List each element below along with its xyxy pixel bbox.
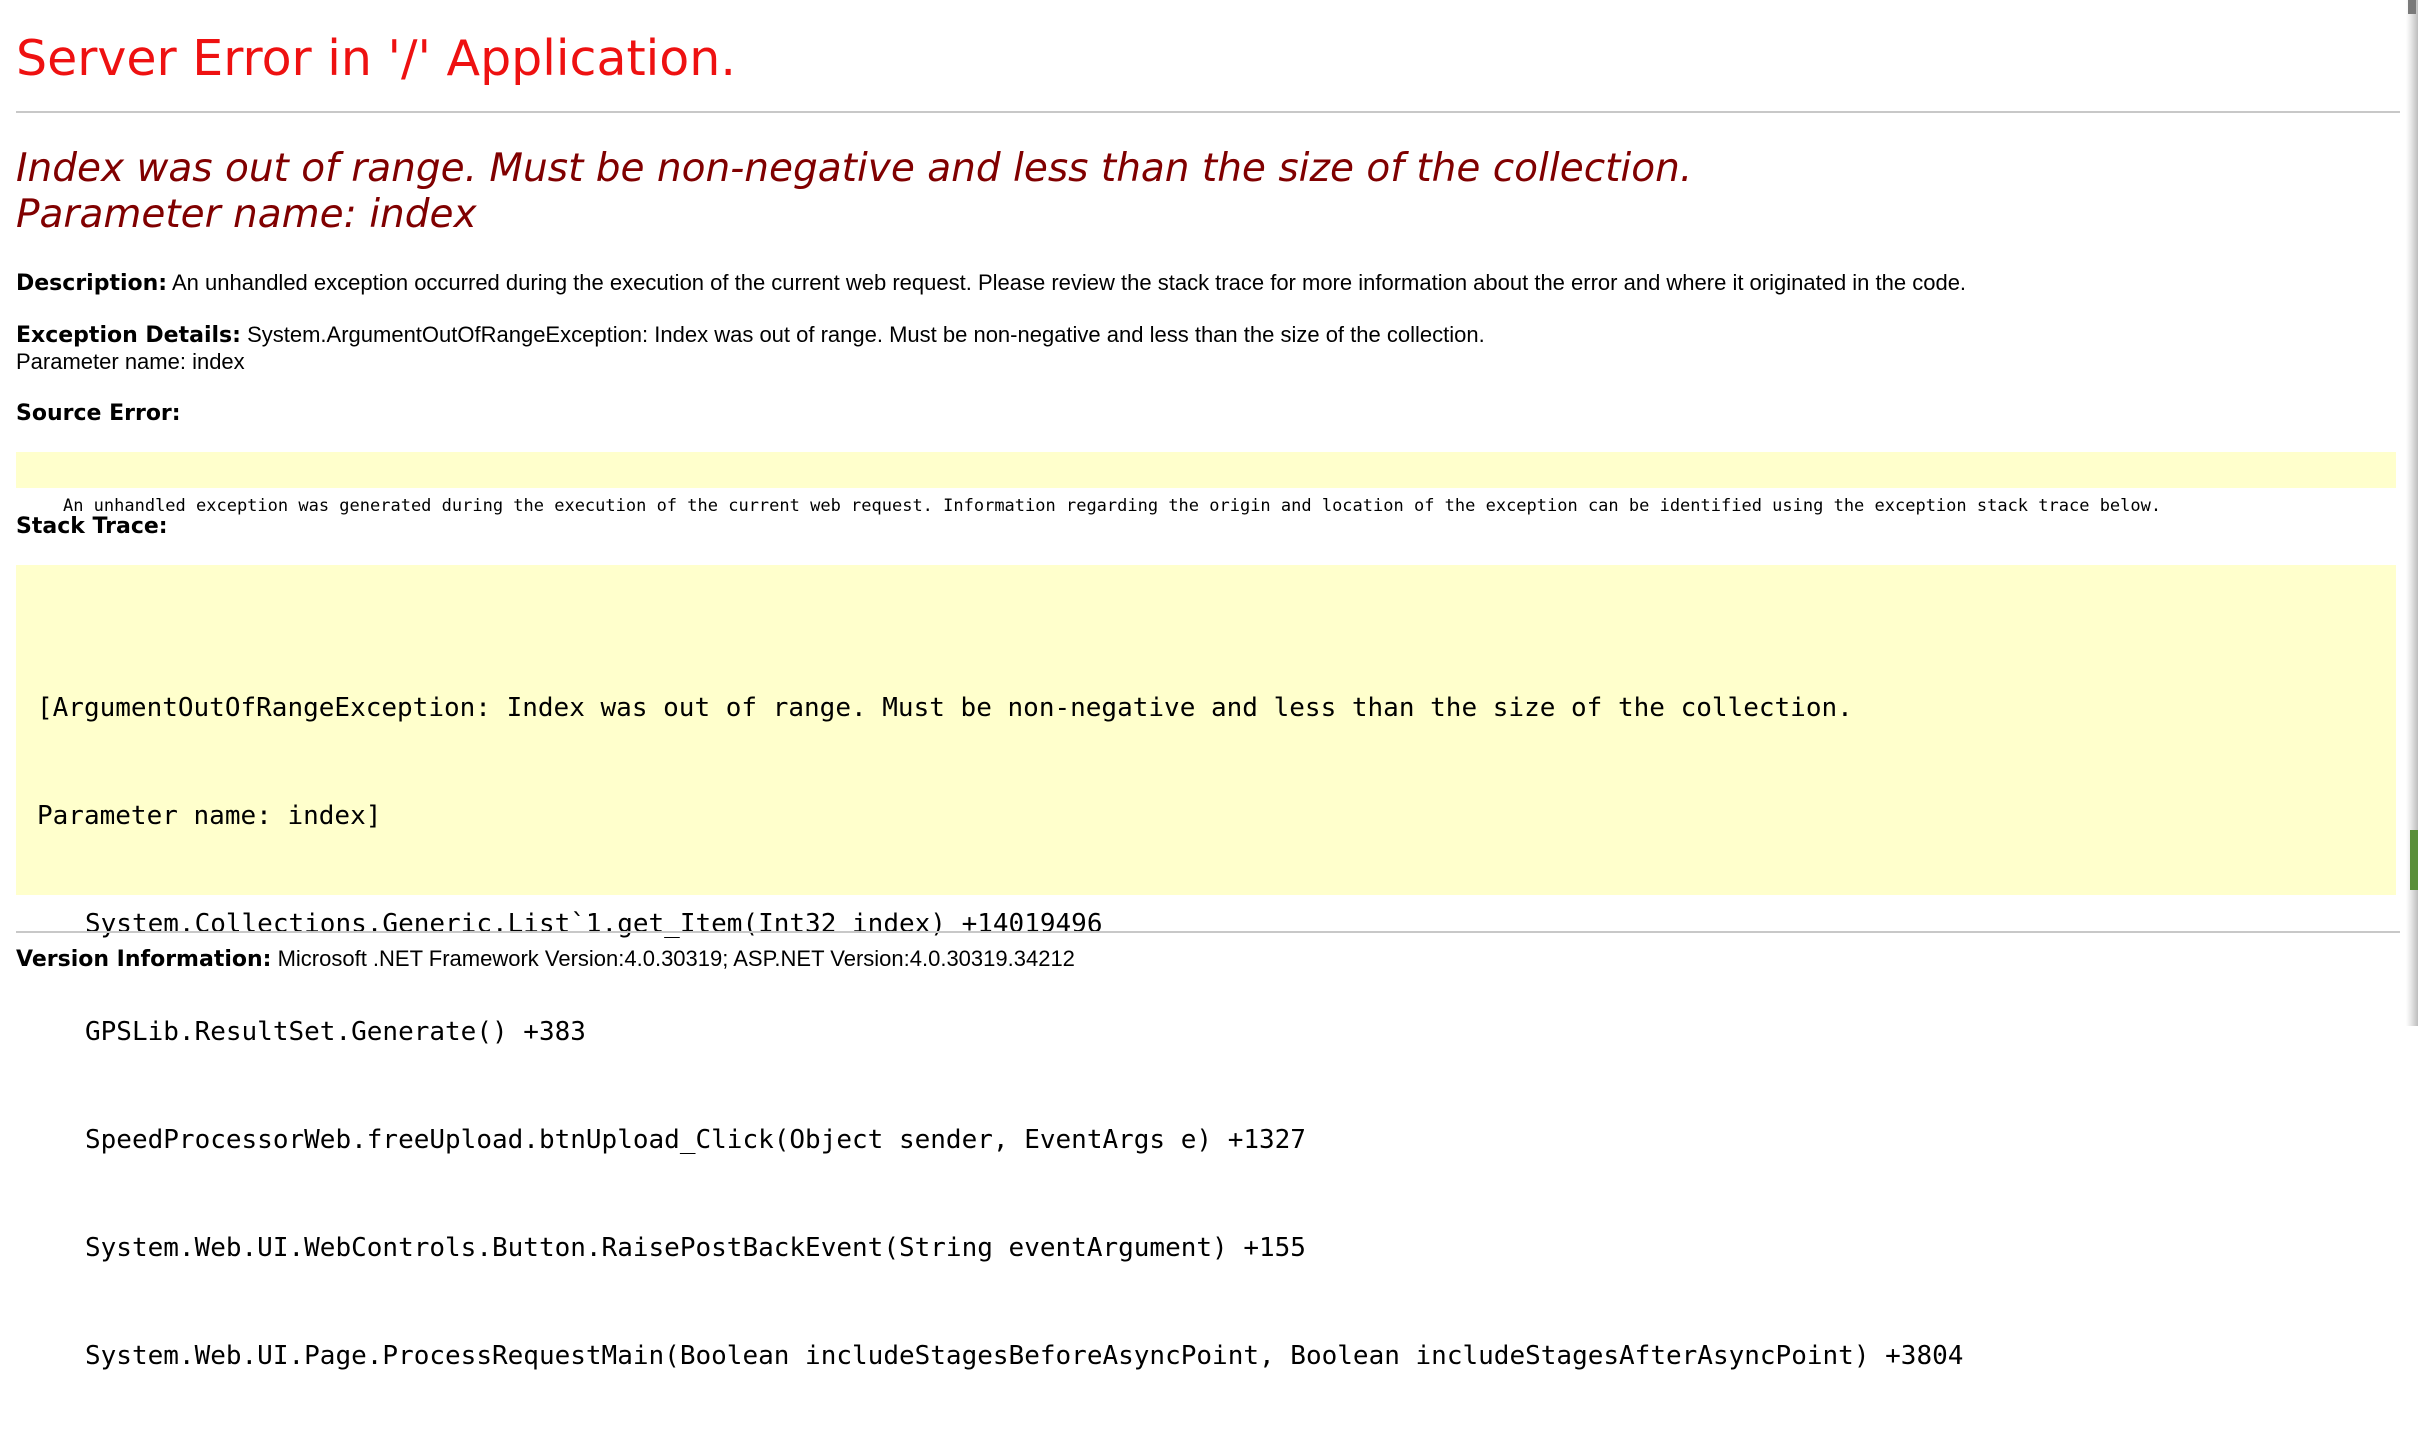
stack-trace-line: GPSLib.ResultSet.Generate() +383	[85, 1017, 586, 1047]
description-section	[16, 270, 1966, 297]
error-message	[16, 146, 1692, 238]
top-divider	[16, 111, 2400, 113]
exception-details-section	[16, 322, 1485, 375]
description-text: An unhandled exception occurred during the execution of the current web request. Please review the stack trace for more information about the error and where it originated in the code.	[172, 270, 1967, 295]
source-error-label: Source Error:	[16, 401, 181, 426]
error-message-line2: Parameter name: index	[16, 192, 477, 237]
error-message-line1: Index was out of range. Must be non-negative and less than the size of the collection.	[16, 146, 1693, 191]
version-information-text: Microsoft .NET Framework Version:4.0.30319; ASP.NET Version:4.0.30319.34212	[277, 946, 1075, 971]
window-scroll-edge[interactable]	[2406, 0, 2418, 1026]
background-window-sliver	[2410, 830, 2418, 890]
exception-details-text: System.ArgumentOutOfRangeException: Index was out of range. Must be non-negative and less than the size of the collection.	[247, 322, 1485, 347]
stack-trace-line: Parameter name: index]	[37, 801, 382, 831]
source-error-section	[16, 400, 181, 427]
version-information-label: Version Information:	[16, 947, 272, 972]
stack-trace-line: SpeedProcessorWeb.freeUpload.btnUpload_Click(Object sender, EventArgs e) +1327	[85, 1125, 1306, 1155]
scrollbar-thumb[interactable]	[2408, 0, 2416, 14]
page-title: Server Error in '/' Application.	[16, 30, 736, 87]
stack-trace-line: [ArgumentOutOfRangeException: Index was out of range. Must be non-negative and less than the size of the collection.	[37, 693, 1853, 723]
stack-trace-line: System.Collections.Generic.List`1.get_Item(Int32 index) +14019496	[85, 909, 1103, 939]
description-label: Description:	[16, 271, 168, 296]
stack-trace-line: System.Web.UI.WebControls.Button.RaisePostBackEvent(String eventArgument) +155	[85, 1233, 1306, 1263]
exception-details-parameter: Parameter name: index	[16, 349, 245, 374]
bottom-divider	[16, 931, 2400, 933]
version-information-section	[16, 946, 1075, 973]
source-error-code: An unhandled exception was generated during the execution of the current web request. Information regarding the origin and location of the exception can be identified using the exception stack trace below.	[62, 496, 2162, 516]
stack-trace-label: Stack Trace:	[16, 514, 168, 539]
source-error-code-box	[16, 452, 2396, 516]
exception-details-label: Exception Details:	[16, 323, 241, 348]
stack-trace-section	[16, 513, 168, 540]
stack-trace-line: System.Web.UI.Page.ProcessRequestMain(Boolean includeStagesBeforeAsyncPoint, Boolean includeStagesAfterAsyncPoint) +3804	[85, 1341, 1964, 1371]
